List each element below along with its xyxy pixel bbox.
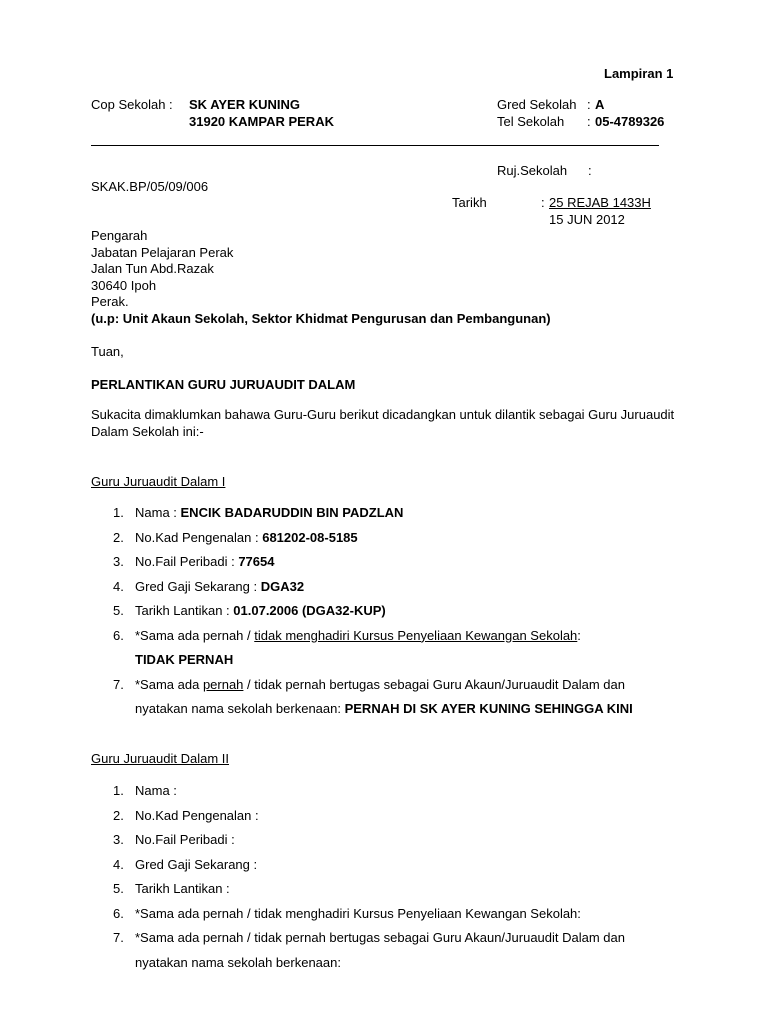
item-text: Tarikh Lantikan : — [135, 881, 230, 896]
school-address: 31920 KAMPAR PERAK — [189, 114, 334, 129]
item-value: 681202-08-5185 — [262, 529, 358, 545]
list-item — [91, 526, 711, 551]
intro-paragraph: Sukacita dimaklumkan bahawa Guru-Guru berikut dicadangkan untuk dilantik sebagai Guru Juruaudit Dalam Sekolah ini:- — [91, 407, 675, 439]
section2-title: Guru Juruaudit Dalam II — [91, 751, 230, 766]
list-item — [91, 828, 711, 853]
attachment-label: Lampiran 1 — [604, 66, 674, 81]
item-text: Gred Gaji Sekarang : — [135, 856, 258, 872]
section1-title: Guru Juruaudit Dalam I — [91, 474, 226, 489]
tel-label: Tel Sekolah — [497, 114, 565, 129]
item-value: 77654 — [238, 554, 275, 569]
item-text: nyatakan nama sekolah berkenaan: — [135, 954, 341, 970]
item-number: 6. — [113, 905, 124, 921]
list-item — [91, 501, 711, 526]
item-answer: TIDAK PERNAH — [135, 652, 234, 667]
list-item — [91, 550, 711, 575]
item-text: *Sama ada pernah / tidak pernah bertugas sebagai Guru Akaun/Juruaudit Dalam dan — [135, 930, 625, 945]
header-divider — [91, 145, 659, 146]
grade-colon: : — [587, 97, 591, 112]
item-number: 3. — [113, 832, 124, 847]
item-label: Gred Gaji Sekarang : — [135, 578, 261, 594]
item-text: No.Kad Pengenalan : — [135, 807, 259, 823]
recipient-line: Jalan Tun Abd.Razak — [91, 261, 214, 276]
list-item — [91, 624, 711, 673]
item-number: 6. — [113, 627, 124, 643]
item-text: nyatakan nama sekolah berkenaan: — [135, 701, 345, 716]
item-number: 4. — [113, 578, 124, 594]
item-number: 7. — [113, 676, 124, 692]
list-item — [91, 902, 711, 927]
item-value: 01.07.2006 (DGA32-KUP) — [233, 603, 386, 618]
section2-list — [91, 779, 711, 975]
item-label: Nama : — [135, 505, 181, 520]
item-number: 2. — [113, 529, 124, 545]
date-hijri: 25 REJAB 1433H — [549, 195, 651, 210]
item-number: 5. — [113, 603, 124, 618]
list-item — [91, 926, 711, 975]
item-text: / tidak pernah bertugas sebagai Guru Akaun/Juruaudit Dalam dan — [243, 676, 625, 692]
school-name: SK AYER KUNING — [189, 97, 301, 112]
date-gregorian: 15 JUN 2012 — [549, 212, 625, 227]
recipient-line: Perak. — [91, 294, 129, 309]
date-colon: : — [541, 195, 545, 210]
grade-label: Gred Sekolah — [497, 97, 577, 112]
recipient-line: 30640 Ipoh — [91, 278, 157, 293]
item-value: DGA32 — [260, 578, 305, 594]
recipient-attention: (u.p: Unit Akaun Sekolah, Sektor Khidmat Pengurusan dan Pembangunan) — [91, 311, 551, 326]
item-text: : — [577, 627, 581, 643]
school-stamp-label: Cop Sekolah : — [91, 97, 173, 112]
recipient-line: Pengarah — [91, 228, 148, 243]
section1-list — [91, 501, 711, 722]
item-text: *Sama ada pernah / — [135, 627, 255, 643]
item-label: No.Kad Pengenalan : — [135, 529, 263, 545]
item-number: 4. — [113, 856, 124, 872]
item-number: 5. — [113, 881, 124, 896]
list-item — [91, 575, 711, 600]
item-text: *Sama ada — [135, 676, 203, 692]
date-label: Tarikh — [452, 195, 487, 210]
item-number: 7. — [113, 930, 124, 945]
tel-colon: : — [587, 114, 591, 129]
item-value: ENCIK BADARUDDIN BIN PADZLAN — [180, 505, 404, 520]
item-underlined: pernah — [202, 676, 244, 692]
list-item — [91, 853, 711, 878]
salutation: Tuan, — [91, 344, 124, 359]
reference-number: SKAK.BP/05/09/006 — [91, 179, 209, 194]
item-number: 1. — [113, 505, 124, 520]
item-text: No.Fail Peribadi : — [135, 832, 235, 847]
item-label: No.Fail Peribadi : — [135, 554, 239, 569]
list-item — [91, 779, 711, 804]
letter-subject: PERLANTIKAN GURU JURUAUDIT DALAM — [91, 377, 356, 392]
item-number: 1. — [113, 783, 124, 798]
item-text: *Sama ada pernah / tidak menghadiri Kursus Penyeliaan Kewangan Sekolah: — [135, 905, 581, 921]
list-item — [91, 877, 711, 902]
item-label: Tarikh Lantikan : — [135, 603, 234, 618]
list-item — [91, 599, 711, 624]
ruj-label: Ruj.Sekolah — [497, 163, 568, 178]
item-number: 3. — [113, 554, 124, 569]
item-answer: PERNAH DI SK AYER KUNING SEHINGGA KINI — [344, 701, 633, 716]
item-underlined: tidak menghadiri Kursus Penyeliaan Kewangan Sekolah — [254, 627, 578, 643]
grade-value: A — [595, 97, 605, 112]
ruj-colon: : — [588, 163, 592, 178]
item-number: 2. — [113, 807, 124, 823]
list-item — [91, 673, 711, 722]
recipient-line: Jabatan Pelajaran Perak — [91, 245, 234, 260]
tel-value: 05-4789326 — [595, 114, 665, 129]
item-text: Nama : — [135, 783, 177, 798]
list-item — [91, 804, 711, 829]
